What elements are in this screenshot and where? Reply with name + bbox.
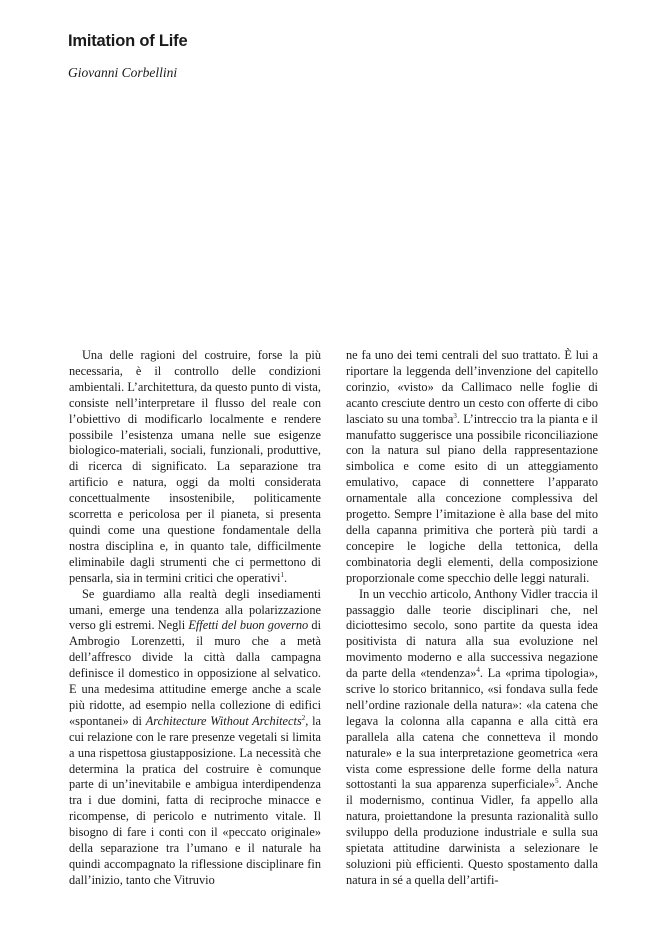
paragraph-text: . La «prima tipologia», scrive lo storico britannico, «si fondava sulla fede nell’ordine razionale della natura»: «la catena che legava la colonna alla capanna e alla città era parallela alla catena che connetteva il mondo naturale» e la sua interpretazione geometrica «era vista come espressione delle forme della natura sottostanti la sua apparenza superficiale» — [346, 666, 598, 792]
footnote-ref: 4 — [476, 666, 480, 675]
paragraph-text: . Anche il modernismo, continua Vidler, fa appello alla natura, proiettandone la presunta razionalità sullo sviluppo della produzione industriale e sulla sua spietata attitudine darwinista a selezionare le soluzioni più efficienti. Questo spostamento dalla natura in sé a quella dell’artifi- — [346, 777, 598, 887]
footnote-ref: 3 — [453, 411, 457, 420]
paragraph-text: , la cui relazione con le rare presenze vegetali si limita a una rispettosa giustapposizione. La necessità che determina la pratica del costruire è comunque parte di un’inevitabile e ambigua interdipendenza tra i due domini, fatta di reciproche minacce e ricompense, di pericolo e nutrimento vitale. Il bisogno di fare i conti con il «peccato originale» della separazione tra l’umano e il naturale ha quindi accompagnato la riflessione disciplinare fin dall’inizio, tanto che Vitruvio — [69, 713, 321, 887]
footnote-ref: 2 — [301, 713, 306, 722]
footnote-ref: 5 — [555, 777, 559, 786]
paragraph-text: . L’intreccio tra la pianta e il manufatto suggerisce una possibile riconciliazione con la natura sul piano della rappresentazione simbolica e come esito di un atteggiamento emulativo, capace di connettere l’apparato ornamentale alla concezione complessiva del progetto. Sempre l’imitazione è alla base del mito della capanna primitiva che porterà più tardi a concepire le logiche della tettonica, della combinatoria degli elementi, della composizione proporzionale come specchio delle leggi naturali. — [346, 411, 598, 585]
text-column-left — [69, 348, 321, 889]
paragraph — [346, 348, 598, 587]
paragraph-text: Una delle ragioni del costruire, forse la più necessaria, è il controllo delle condizioni ambientali. L’architettura, da questo punto di vista, consiste nell’interpretare il flusso del reale con l’obiettivo di modificarlo localmente e rendere possibile l’esistenza umana nelle sue esigenze biologico-materiali, sociali, funzionali, produttive, di ricerca di significato. La separazione tra artificio e natura, oggi da molti considerata concettualmente insostenibile, politicamente scorretta e pericolosa per il pianeta, si presenta quindi come una questione fondamentale della nostra disciplina e, in quanto tale, difficilmente eliminabile dagli strumenti che ci permettono di pensarla, sia in termini critici che operativi — [69, 348, 321, 585]
paragraph — [69, 587, 321, 889]
paragraph-text: Se guardiamo alla realtà degli insediamenti umani, emerge una tendenza alla polarizzazione verso gli estremi. Negli — [69, 586, 321, 633]
paragraph-text: ne fa uno dei temi centrali del suo trattato. È lui a riportare la leggenda dell’invenzione del capitello corinzio, «visto» da Callimaco nelle foglie di acanto cresciute dentro un cesto con offerte di cibo lasciato su una tomba — [346, 348, 598, 426]
paragraph — [69, 348, 321, 587]
paragraph-text: di Ambrogio Lorenzetti, il muro che a metà dell’affresco divide la città dalla campagna definisce il domestico in opposizione al selvatico. E una medesima attitudine emerge anche a scale più ridotte, ad esempio nella collezione di edifici «spontanei» di — [69, 618, 321, 728]
article-author: Giovanni Corbellini — [68, 65, 178, 80]
text-column-right — [346, 348, 598, 889]
footnote-ref: 1 — [280, 570, 284, 579]
paragraph-text: . — [283, 570, 288, 585]
article-title: Imitation of Life — [68, 32, 188, 50]
paragraph — [346, 587, 598, 889]
artwork-title: Effetti del buon governo — [188, 618, 309, 633]
paragraph-text: In un vecchio articolo, Anthony Vidler traccia il passaggio dalle teorie disciplinari che, nel diciottesimo secolo, sono partite da questa idea positivista di natura alla sua evoluzione nel movimento moderno e alla successiva negazione da parte della «tendenza» — [346, 586, 598, 681]
book-title: Architecture Without Architects — [145, 713, 302, 728]
